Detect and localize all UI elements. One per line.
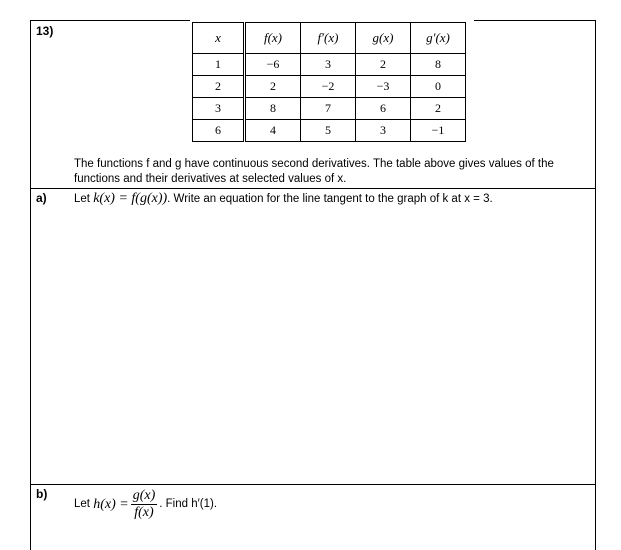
table-cell: 8 bbox=[245, 98, 301, 120]
divider-a bbox=[30, 188, 596, 189]
table-row bbox=[193, 76, 466, 98]
fraction-denominator: f(x) bbox=[134, 505, 154, 520]
table-cell: −3 bbox=[356, 76, 411, 98]
part-a-label: a) bbox=[36, 191, 47, 205]
table-row bbox=[193, 98, 466, 120]
part-b-let: Let bbox=[74, 498, 90, 510]
table-cell: 1 bbox=[193, 54, 245, 76]
part-b-lhs: h(x) = bbox=[93, 497, 129, 512]
frame-top-right bbox=[474, 20, 596, 21]
table-cell: 5 bbox=[301, 120, 356, 142]
table-cell: 3 bbox=[356, 120, 411, 142]
part-b-prompt bbox=[74, 488, 217, 521]
part-b-fraction bbox=[131, 488, 158, 521]
table-cell: 6 bbox=[193, 120, 245, 142]
description-line-1: The functions f and g have continuous second derivatives. The table above gives values of the bbox=[74, 158, 554, 170]
table-header-cell: g′(x) bbox=[411, 23, 466, 54]
table-cell: 7 bbox=[301, 98, 356, 120]
part-a-prompt bbox=[74, 191, 493, 207]
fraction-numerator: g(x) bbox=[132, 488, 156, 503]
values-table bbox=[192, 22, 466, 142]
table-cell: 2 bbox=[193, 76, 245, 98]
part-a-expression: k(x) = f(g(x)) bbox=[93, 191, 168, 206]
divider-b bbox=[30, 484, 596, 485]
problem-description bbox=[74, 157, 589, 187]
table-header-cell: f(x) bbox=[245, 23, 301, 54]
table-cell: 2 bbox=[245, 76, 301, 98]
table-header-row bbox=[193, 23, 466, 54]
part-a-instruction: . Write an equation for the line tangent to the graph of k at x = 3. bbox=[167, 193, 493, 205]
frame-right bbox=[595, 20, 596, 550]
table-row bbox=[193, 120, 466, 142]
table-cell: 4 bbox=[245, 120, 301, 142]
table-cell: 8 bbox=[411, 54, 466, 76]
table-cell: −6 bbox=[245, 54, 301, 76]
table-header-cell: g(x) bbox=[356, 23, 411, 54]
table-cell: 2 bbox=[356, 54, 411, 76]
part-b-instruction: . Find h′(1). bbox=[159, 498, 218, 510]
table-cell: 3 bbox=[301, 54, 356, 76]
frame-top-left bbox=[30, 20, 190, 21]
table-cell: −2 bbox=[301, 76, 356, 98]
table-cell: 6 bbox=[356, 98, 411, 120]
table-row bbox=[193, 54, 466, 76]
problem-number: 13) bbox=[36, 24, 54, 38]
table-header-cell: f′(x) bbox=[301, 23, 356, 54]
table-header-cell: x bbox=[193, 23, 245, 54]
table-cell: −1 bbox=[411, 120, 466, 142]
frame-left bbox=[30, 20, 31, 550]
part-a-let: Let bbox=[74, 193, 90, 205]
part-b-label: b) bbox=[36, 487, 48, 501]
description-line-2: functions and their derivatives at selected values of x. bbox=[74, 173, 347, 185]
table-cell: 0 bbox=[411, 76, 466, 98]
table-cell: 3 bbox=[193, 98, 245, 120]
table-cell: 2 bbox=[411, 98, 466, 120]
